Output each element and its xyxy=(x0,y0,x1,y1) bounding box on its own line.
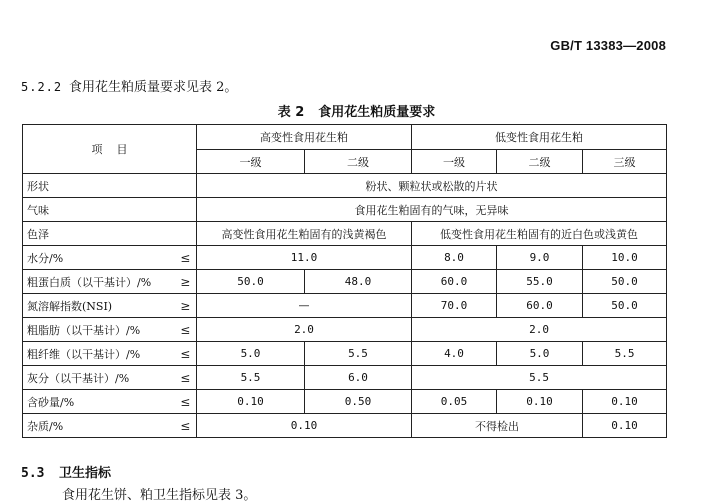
header-group-low: 低变性食用花生粕 xyxy=(412,125,667,150)
header-grade: 二级 xyxy=(497,150,583,174)
table-row xyxy=(23,318,667,342)
table-row xyxy=(23,366,667,390)
header-group-high: 高变性食用花生粕 xyxy=(197,125,412,150)
row-item: 杂质/% xyxy=(23,414,175,438)
cell-value: 0.10 xyxy=(197,390,305,414)
cell-value: 5.5 xyxy=(305,342,412,366)
cell-value: 48.0 xyxy=(305,270,412,294)
cell-value: 粉状、颗粒状或松散的片状 xyxy=(197,174,667,198)
row-item: 粗脂肪（以干基计）/% xyxy=(23,318,175,342)
cell-value: 60.0 xyxy=(497,294,583,318)
cell-value: 6.0 xyxy=(305,366,412,390)
row-item: 水分/% xyxy=(23,246,175,270)
table-row xyxy=(23,390,667,414)
cell-value: 高变性食用花生粕固有的浅黄褐色 xyxy=(197,222,412,246)
table-row xyxy=(23,222,667,246)
table-caption xyxy=(0,101,713,120)
cell-value: 2.0 xyxy=(197,318,412,342)
cell-value: 0.10 xyxy=(583,414,667,438)
limit-symbol: ≤ xyxy=(175,246,197,270)
table-row xyxy=(23,342,667,366)
clause-text: 食用花生粕质量要求见表 2。 xyxy=(69,80,238,95)
clause-5-3-text: 食用花生饼、粕卫生指标见表 3。 xyxy=(62,488,257,503)
cell-value: 0.10 xyxy=(583,390,667,414)
cell-value: 食用花生粕固有的气味，无异味 xyxy=(197,198,667,222)
row-item: 灰分（以干基计）/% xyxy=(23,366,175,390)
cell-value: 55.0 xyxy=(497,270,583,294)
cell-value: 0.50 xyxy=(305,390,412,414)
row-item: 气味 xyxy=(23,198,197,222)
cell-value: 10.0 xyxy=(583,246,667,270)
cell-value: 2.0 xyxy=(412,318,667,342)
standard-code: GB/T 13383—2008 xyxy=(550,38,666,53)
cell-value: 50.0 xyxy=(197,270,305,294)
limit-symbol: ≥ xyxy=(175,294,197,318)
section-number: 5.3 xyxy=(21,466,45,481)
cell-value: 5.5 xyxy=(412,366,667,390)
cell-value: 9.0 xyxy=(497,246,583,270)
limit-symbol: ≤ xyxy=(175,366,197,390)
row-item: 色泽 xyxy=(23,222,197,246)
header-item: 项 目 xyxy=(23,125,197,174)
row-item: 氮溶解指数(NSI) xyxy=(23,294,175,318)
cell-value: 0.10 xyxy=(497,390,583,414)
cell-value: 60.0 xyxy=(412,270,497,294)
cell-value: 5.5 xyxy=(197,366,305,390)
table-title: 食用花生粕质量要求 xyxy=(318,105,436,120)
limit-symbol: ≤ xyxy=(175,390,197,414)
cell-value: 5.5 xyxy=(583,342,667,366)
header-grade: 一级 xyxy=(197,150,305,174)
cell-value: 8.0 xyxy=(412,246,497,270)
cell-value: 4.0 xyxy=(412,342,497,366)
limit-symbol: ≤ xyxy=(175,342,197,366)
clause-5-2-2 xyxy=(21,76,237,95)
limit-symbol: ≤ xyxy=(175,414,197,438)
table-row xyxy=(23,174,667,198)
cell-value: 0.10 xyxy=(197,414,412,438)
cell-value: 低变性食用花生粕固有的近白色或浅黄色 xyxy=(412,222,667,246)
cell-value: 5.0 xyxy=(197,342,305,366)
row-item: 粗纤维（以干基计）/% xyxy=(23,342,175,366)
header-grade: 二级 xyxy=(305,150,412,174)
clause-number: 5.2.2 xyxy=(21,80,63,94)
cell-value: 不得检出 xyxy=(412,414,583,438)
cell-value: 11.0 xyxy=(197,246,412,270)
cell-value: 50.0 xyxy=(583,270,667,294)
cell-value: 0.05 xyxy=(412,390,497,414)
table-row xyxy=(23,294,667,318)
table-row xyxy=(23,198,667,222)
header-grade: 三级 xyxy=(583,150,667,174)
cell-value: 50.0 xyxy=(583,294,667,318)
limit-symbol: ≥ xyxy=(175,270,197,294)
table-row xyxy=(23,414,667,438)
row-item: 粗蛋白质（以干基计）/% xyxy=(23,270,175,294)
header-grade: 一级 xyxy=(412,150,497,174)
row-item: 形状 xyxy=(23,174,197,198)
table-label: 表 2 xyxy=(277,105,305,120)
table-header-row xyxy=(23,125,667,150)
limit-symbol: ≤ xyxy=(175,318,197,342)
table-row xyxy=(23,270,667,294)
row-item: 含砂量/% xyxy=(23,390,175,414)
cell-value: — xyxy=(197,294,412,318)
section-heading-5-3 xyxy=(21,462,111,481)
quality-requirements-table xyxy=(22,124,667,438)
table-row xyxy=(23,246,667,270)
cell-value: 70.0 xyxy=(412,294,497,318)
section-title: 卫生指标 xyxy=(59,466,112,481)
cell-value: 5.0 xyxy=(497,342,583,366)
